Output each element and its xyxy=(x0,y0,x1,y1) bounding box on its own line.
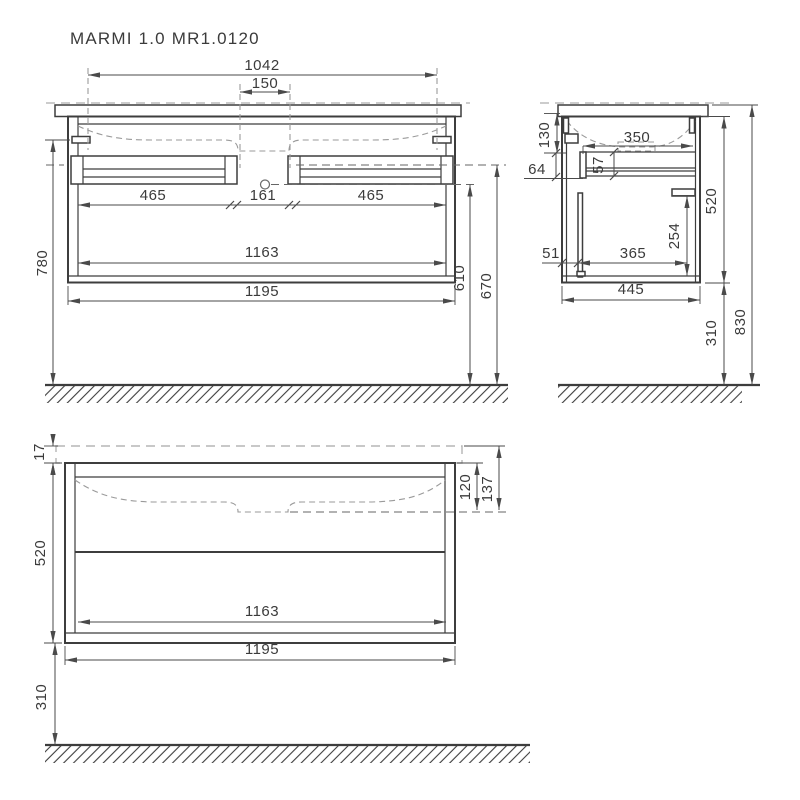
handle-left xyxy=(71,156,237,184)
clip-top-front xyxy=(564,118,569,133)
dim-cabinet-height-side: 520 xyxy=(703,187,720,215)
dim-drawer-panel: 57 xyxy=(590,156,607,174)
dim-handle-gap: 161 xyxy=(249,187,277,204)
foot-block xyxy=(577,272,585,277)
dim-handle-height: 670 xyxy=(478,272,495,300)
dim-outer-depth: 445 xyxy=(617,281,645,298)
dim-cabinet-height-bottom: 520 xyxy=(32,539,49,567)
wall-bracket xyxy=(672,189,695,196)
dim-inner-depth: 365 xyxy=(619,245,647,262)
dim-front-gap: 51 xyxy=(542,245,560,262)
dim-inner-width: 1163 xyxy=(244,244,280,261)
dim-drawer-right: 465 xyxy=(357,187,385,204)
dim-countertop-thickness: 17 xyxy=(31,443,48,461)
dim-outer-width-bottom: 1195 xyxy=(244,641,280,658)
countertop-hidden-bottom xyxy=(56,446,462,463)
dim-drawer-left: 465 xyxy=(139,187,167,204)
dim-outer-width: 1195 xyxy=(244,283,280,300)
dim-inner-width-bottom: 1163 xyxy=(244,603,280,620)
drawing-title: MARMI 1.0 MR1.0120 xyxy=(70,29,260,48)
bottom-view xyxy=(31,434,530,763)
front-view xyxy=(34,57,508,403)
floor-hatch xyxy=(45,386,508,403)
dim-floor-gap-bottom: 310 xyxy=(33,683,50,711)
clip-front xyxy=(565,134,578,143)
dim-basin-drop-total: 137 xyxy=(479,475,496,503)
side-view xyxy=(524,103,760,403)
dim-mount-height: 780 xyxy=(34,249,51,277)
dim-total-height: 830 xyxy=(732,308,749,336)
floor-hatch-side xyxy=(558,386,742,403)
dim-bracket-height: 254 xyxy=(666,222,683,250)
handle-right xyxy=(288,156,453,184)
mount-clip-left xyxy=(72,137,90,144)
mount-clip-right xyxy=(433,137,451,144)
countertop-side xyxy=(558,105,708,117)
dim-rail-offset: 64 xyxy=(528,161,546,178)
dim-drain-height: 610 xyxy=(451,264,468,292)
side-view-geometry xyxy=(540,103,760,403)
clip-top-back xyxy=(690,118,695,133)
dim-basin-drop: 120 xyxy=(457,473,474,501)
dim-top-offset: 130 xyxy=(536,121,553,149)
lower-drawer-front-panel xyxy=(578,193,583,277)
floor-hatch-bottom xyxy=(45,746,530,763)
dim-center-gap: 150 xyxy=(251,75,279,92)
dim-floor-gap-side: 310 xyxy=(703,319,720,347)
countertop-front xyxy=(55,105,461,117)
dim-basin-depth: 350 xyxy=(623,129,651,146)
dim-basin-width: 1042 xyxy=(244,57,280,74)
